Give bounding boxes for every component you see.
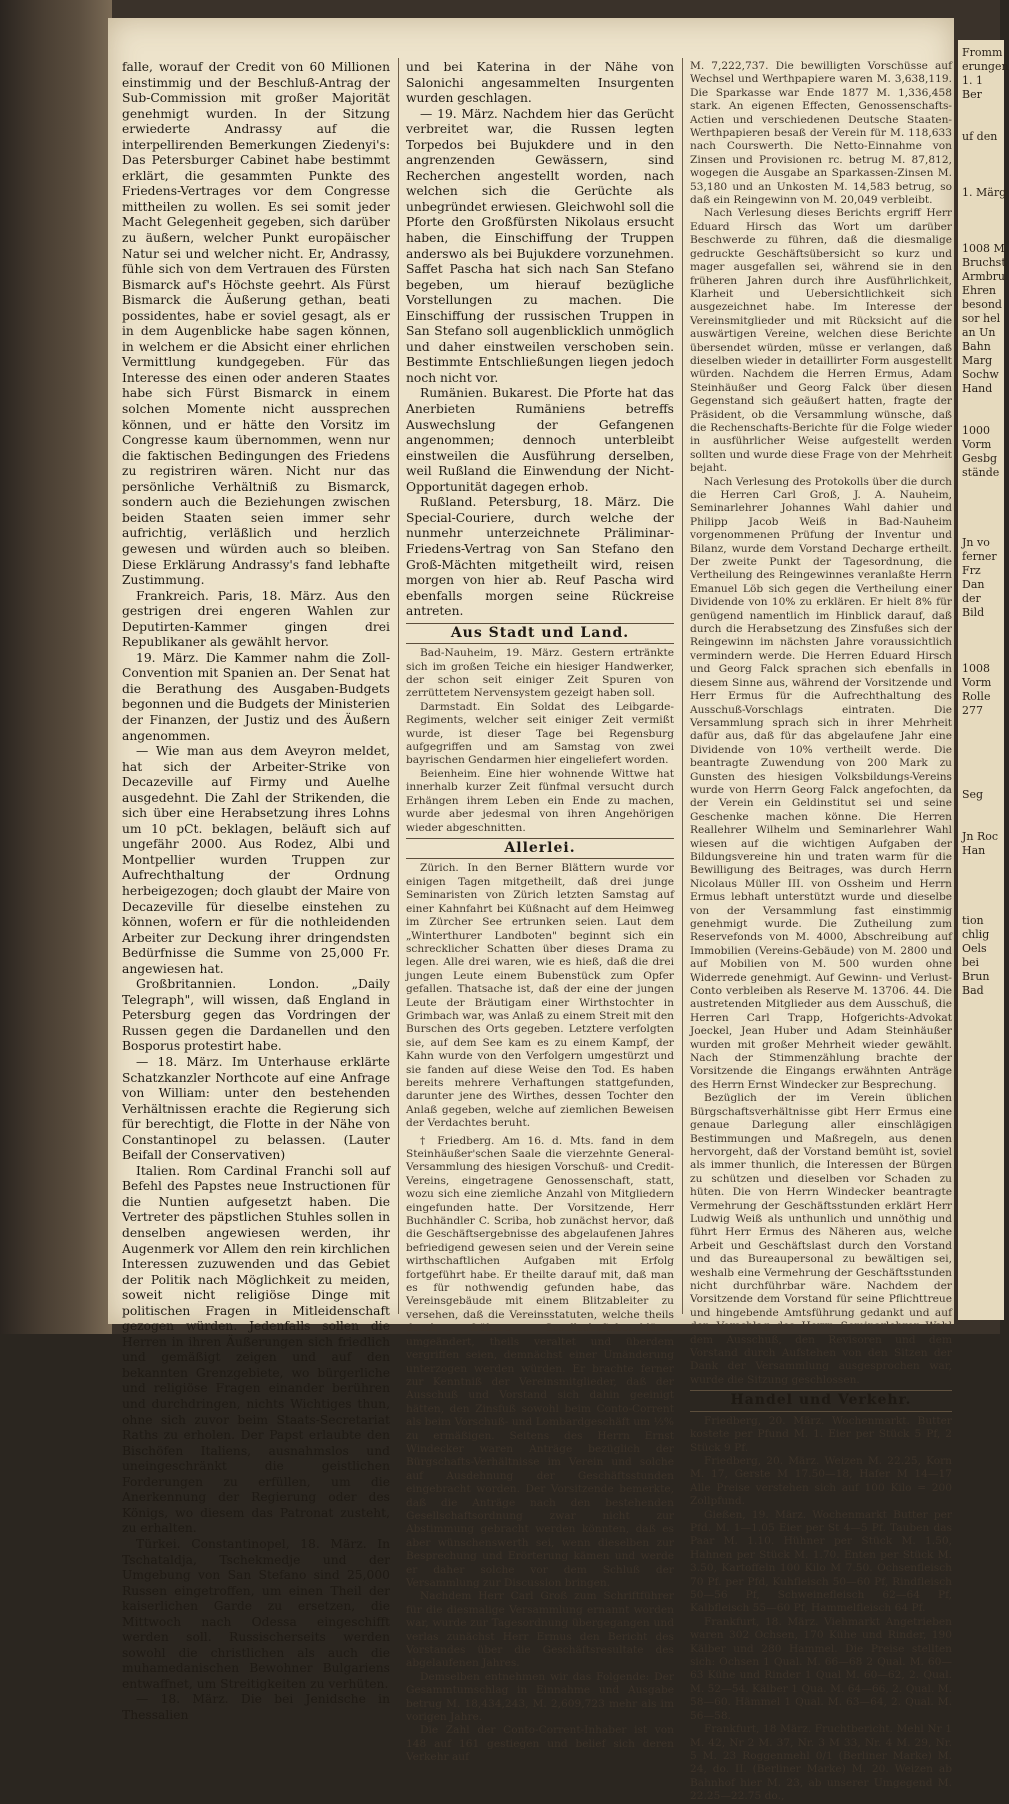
column-rule xyxy=(398,58,399,1314)
report-cont-figures: M. 7,222,737. Die bewilligten Vorschüsse auf Wechsel und Werthpapiere waren M. 3,638,119. Die Sparkasse war Ende 1877 M. 1,336,458 stark. An eigenen Effecten, Genossenschafts-Actien und verschiedenen Deutsche Staaten-Werthpapieren besaß der Verein für M. 118,633 nach Courswerth. Die Netto-Einnahme von Zinsen und Provisionen rc. betrug M. 87,812, wogegen die Ausgabe an Sparkassen-Zinsen M. 53,180 und an Unkosten M. 14,583 betrug, so daß ein Reingewinn von M. 20,049 verbleibt. xyxy=(690,60,952,207)
report-friedberg-2: Nachdem Herr Carl Groß zum Schriftführer für die diesmalige Versammlung ernannt worden war, wurde zur Tagesordnung übergegangen und verlas zunächst Herr Ermus den Bericht des Vorstandes über die Geschäftsresultate des abgelaufenen Jahres. xyxy=(406,1590,674,1670)
report-cont-hirsch: Nach Verlesung dieses Berichts ergriff Herr Eduard Hirsch das Wort um darüber Beschwerde zu führen, daß die diesmalige gedruckte Geschäftsübersicht so kurz und mager ausgefallen sei, während sie in den früheren Jahren durch ihre Ausführlichkeit, Klarheit und Uebersichtlichkeit sich ausgezeichnet habe. Im Interesse der Vereinsmitglieder und mit Rücksicht auf die auswärtigen Vereine, welchen diese Berichte übersendet würden, müsse er verlangen, daß dieselben wieder in detaillirter Form ausgestellt würden. Nachdem die Herren Ermus, Adam Steinhäußer und Georg Falck über diesen Gegenstand sich geäußert hatten, fragte der Präsident, ob die Versammlung wünsche, daß die Rechenschafts-Berichte für die Folge wieder in ausführlicher Weise aufgestellt werden sollten und wurde diese Frage von der Mehrheit bejaht. xyxy=(690,207,952,475)
book-spine xyxy=(0,0,112,1334)
column-rule xyxy=(682,58,683,1314)
local-nauheim: Bad-Nauheim, 19. März. Gestern ertränkte sich im großen Teiche ein hiesiger Handwerker, der schon seit einiger Zeit Spuren von zerrüttetem Nervensystem gezeigt haben soll. xyxy=(406,647,674,700)
article-grossbritannien: Großbritannien. London. „Daily Telegraph", will wissen, daß England in Petersburg gegen das Vordringen der Russen gegen die Dardanellen und den Bosporus protestirt habe. xyxy=(122,977,390,1054)
section-heading-local: Aus Stadt und Land. xyxy=(406,623,674,645)
report-friedberg-4: Die Zahl der Conto-Corrent-Inhaber ist von 148 auf 161 gestiegen und belief sich deren Verkehr auf xyxy=(406,1724,674,1764)
article-tuerkei-3: — 19. März. Nachdem hier das Gerücht verbreitet war, die Russen legten Torpedos bei Bujukdere und in den angrenzenden Gewässern, sind Recherchen angestellt worden, nach welchen sich die Gerüchte als unbegründet erwiesen. Gleichwohl soll die Pforte den Großfürsten Nikolaus ersucht haben, die Einschiffung der Truppen anderswo als bei Bujukdere vorzunehmen. Saffet Pascha hat sich nach San Stefano begeben, um hierauf bezügliche Vorstellungen zu machen. Die Einschiffung der russischen Truppen in San Stefano soll augenblicklich unmöglich und daher einstweilen verschoben sein. Bestimmte Entschließungen liegen jedoch noch nicht vor. xyxy=(406,106,674,385)
market-frankfurt-vieh: Frankfurt, 18. März. Viehmarkt Angetrieben waren 302 Ochsen, 170 Kühe und Rinder, 190 Kälber und 280 Hammel. Die Preise stellten sich: Ochsen 1 Qual. M. 66—68 2 Qual. M. 60—63 Kühe und Rinder 1 Qual M. 60—62, 2. Qual. M. 52—54. Kälber 1 Qua. M. 64—66, 2. Qual. M. 58—60. Hämmel 1 Qual. M. 63—64, 2. Qual. M. 56—58. xyxy=(690,1615,952,1722)
market-friedberg-2: Friedberg, 20. März. Weizen M. 22.25, Korn M. 17, Gerste M 17.50—18, Hafer M 14—17 Alle Preise verstehen sich auf 100 Kilo = 200 Zollpfund. xyxy=(690,1454,952,1508)
market-friedberg-1: Friedberg, 20. März. Wochenmarkt. Butter kostete per Pfund M. 1. Eier per Stück 5 Pf, 2 Stück 9 Pf. xyxy=(690,1414,952,1454)
article-italien: Italien. Rom Cardinal Franchi soll auf Befehl des Papstes neue Instructionen für die Nuntien aufgesetzt haben. Die Vertreter des päpstlichen Stuhles sollen in denselben angewiesen werden, ihr Augenmerk vor Allem den rein kirchlichen Interessen zuzuwenden und das Gebiet der Politik nach Möglichkeit zu meiden, soweit nicht religiöse Dinge mit politischen Fragen in Mitleidenschaft gezogen würden. Jedenfalls sollen die Herren in ihren Äußerungen sich friedlich und gemäßigt zeigen und auf den bekannten Grenzgebiete, wo bürgerliche und religiöse Fragen einander berühren und durchdringen, nichts Wichtiges thun, ohne sich zuvor beim Staats-Secretariat Raths zu erholen. Der Papst erlaubte den Bischöfen Italiens, ausnahmslos und uneingeschränkt die geistlichen Forderungen zu erfüllen, um die Anerkennung der Regierung oder des Königs, wo diesem das Patronat zusteht, zu erhalten. xyxy=(122,1163,390,1536)
article-tuerkei-2: — 18. März. Die bei Jenidsche in Thessalien xyxy=(122,1692,390,1722)
article-frankreich-3: — Wie man aus dem Aveyron meldet, hat sich der Arbeiter-Strike von Decazeville auf Firmy und Auelhe ausgedehnt. Die Zahl der Strikenden, die sich über eine Herabsetzung ihres Lohns um 10 pCt. beklagen, beläuft sich auf ungefähr 2000. Aus Rodez, Albi und Montpellier wurden Truppen zur Aufrechthaltung der Ordnung herbeigezogen; doch glaubt der Maire von Decazeville für dieselbe einstehen zu können, wofern er für die nothleidenden Arbeiter zur Deckung ihrer dringendsten Bedürfnisse die Summe von 25,000 Fr. angewiesen hat. xyxy=(122,744,390,976)
article-austria-cont: falle, worauf der Credit von 60 Millionen einstimmig und der Beschluß-Antrag der Sub-Commission mit großer Majorität genehmigt wurden. In der Sitzung erwiederte Andrassy auf die interpellirenden Bemerkungen Ziedenyi's: Das Petersburger Cabinet habe bestimmt erklärt, die gesammten Punkte des Friedens-Vertrages vor dem Congresse mittheilen zu wollen. Es sei somit jeder Macht Gelegenheit gegeben, sich darüber zu äußern, welcher Punkt europäischer Natur sei und welcher nicht. Er, Andrassy, fühle sich von dem Vertrauen des Fürsten Bismarck auf's Höchste geehrt. Als Fürst Bismarck die Äußerung gethan, beati possidentes, habe er soviel gesagt, als er in dem Augenblicke habe sagen können, in welchem er die Absicht einer ehrlichen Vermittlung kundgegeben. Für das Interesse des einen oder anderen Staates habe sich Fürst Bismarck in einem solchen Momente nicht aussprechen können, und er hätte den Vorsitz im Congresse kaum übernommen, wenn nur die faktischen Bedingungen des Friedens zu registriren wären. Nicht nur das persönliche Verhältniß zu Bismarck, sondern auch die Beziehungen zwischen beiden Staaten seien immer sehr aufrichtig, verläßlich und herzlich gewesen und würden auch so bleiben. Diese Erklärung Andrassy's fand lebhafte Zustimmung. xyxy=(122,60,390,588)
local-darmstadt: Darmstadt. Ein Soldat des Leibgarde-Regiments, welcher seit einiger Zeit vermißt wurde, ist dieser Tage bei Regensburg aufgegriffen und am Samstag von zwei bayrischen Gendarmen hier eingeliefert worden. xyxy=(406,700,674,767)
section-heading-handel: Handel und Verkehr. xyxy=(690,1390,952,1412)
neighboring-page-text: Fromm erungen 1. 1 Ber uf den 1. Märg 1008 M Bruchst Armbru Ehren besond sor hel an Un Bahn Marg Sochw Hand 1000 Vorm Gesbg stände Jn vo ferner Frz Dan der Bild 1008 Vorm Rolle 277 Seg Jn Roc Han tion chlig Oels bei Brun Bad xyxy=(962,46,1009,997)
column-3 xyxy=(690,60,952,1803)
article-frankreich-2: 19. März. Die Kammer nahm die Zoll-Convention mit Spanien an. Der Senat hat die Berathung des Ausgaben-Budgets begonnen und die Budgets der Ministerien der Finanzen, der Justiz und des Äußern angenommen. xyxy=(122,650,390,743)
report-cont-closing: Bezüglich der im Verein üblichen Bürgschaftsverhältnisse gibt Herr Ermus eine genaue Darlegung aller einschlägigen Bestimmungen und Maßregeln, aus denen hervorgeht, daß der Vorstand bemüht ist, soviel als immer thunlich, die Interessen der Bürgen zu schützen und dieselben vor Schaden zu hüten. Die von Herrn Windecker beantragte Vermehrung der Geschäftsstunden erklärt Herr Ludwig Weiß als unthunlich und unnöthig und führt Herr Ermus des Näheren aus, welche Arbeit und Geschäftslast durch den Vorstand und das Bureaupersonal zu bewältigen sei, weshalb eine Vermehrung der Geschäftsstunden nicht durchführbar wäre. Nachdem der Vorsitzende dem Vorstand für seine Pflichttreue und hingebende Amtsführung gedankt und auf den Vorschlag des Herrn Seminarlehrer Wahl dem Ausschuß, den Revisoren und dem Vorstand durch Aufstehen von den Sitzen der Dank der Versammlung ausgesprochen war, wurde die Sitzung geschlossen. xyxy=(690,1092,952,1386)
report-friedberg: † Friedberg. Am 16. d. Mts. fand in dem Steinhäußer'schen Saale die vierzehnte General-Versammlung des hiesigen Vorschuß- und Credit-Vereins, eingetragene Genossenschaft, statt, wozu sich eine ziemliche Anzahl von Mitgliedern eingefunden hatte. Der Vorsitzende, Herr Buchhändler C. Scriba, hob zunächst hervor, daß die Geschäftsergebnisse des abgelaufenen Jahres befriedigend gewesen seien und der Verein seine wirthschaftlichen Aufgaben mit Erfolg fortgeführt habe. Er theilte darauf mit, daß man es für nothwendig gefunden habe, das Vereinsgebäude mit einem Blitzableiter zu versehen, daß die Vereinsstatuten, welche theils durch frühere Gesellschaftsbeschlüsse umgeändert, theils veraltet und überdem vergriffen seien, demnächst einer Umänderung unterzogen werden würden. Er brachte ferner zur Kenntniß der Vereinsmitglieder, daß der Ausschuß und Vorstand sich dahin geeinigt hätten, den Zinsfuß sowohl beim Conto-Corrent als beim Vorschuß- und Lombardgeschäft um ½% zu ermäßigen. Seitens des Herrn Ernst Windecker waren Anträge bezüglich der Bürgschafts-Verhältnisse im Verein und solche auf Ausdehnung der Geschäftsstunden eingebracht worden. Der Vorsitzende bemerkte, daß die Anträge nach den bestehenden Gesellschaftsordnung zwar nicht zur Abstimmung gebracht werden könnten, daß es aber wünschenswerth sei, wenn dieselben zur Besprechung und Erörterung kämen und werde er daher solche vor dem Schluß der Versammlung zur Discussion bringen. xyxy=(406,1134,674,1589)
article-russland: Rußland. Petersburg, 18. März. Die Special-Couriere, durch welche der nunmehr unterzeichnete Präliminar-Friedens-Vertrag von San Stefano den Groß-Mächten mitgetheilt wird, reisen morgen von hier ab. Reuf Pascha wird ebenfalls morgen seine Rückreise antreten. xyxy=(406,495,674,619)
article-tuerkei-cont: und bei Katerina in der Nähe von Salonichi angesammelten Insurgenten wurden geschlagen. xyxy=(406,60,674,106)
article-tuerkei: Türkei. Constantinopel, 18. März. In Tschataldja, Tschekmedje und der Umgebung von San Stefano sind 25,000 Russen eingetroffen, um einen Theil der kaiserlichen Garde zu ersetzen, die Mittwoch nach Odessa eingeschifft werden soll. Russischerseits werden sowohl die christlichen als auch die muhamedanischen Bewohner Bulgariens entwaffnet, um Streitigkeiten zu verhüten. xyxy=(122,1536,390,1691)
market-frankfurt-frucht: Frankfurt, 18 März. Fruchtbericht. Mehl Nr 1 M. 42, Nr 2 M. 37, Nr. 3 M 33, Nr. 4 M. 29, Nr. 5 M. 23 Roggenmehl 0/1 (Berliner Marke) M. 24, do. II. (Berliner Marke) M. 20. Weizen ab Bahnhof hier M. 23, ab unserer Umgegend M. 22.25—22.75 do., xyxy=(690,1723,952,1803)
column-1 xyxy=(122,60,390,1722)
article-rumaenien: Rumänien. Bukarest. Die Pforte hat das Anerbieten Rumäniens betreffs Auswechslung der Gefangenen angenommen; dennoch unterbleibt einstweilen die Ausführung derselben, weil Rußland die Einwendung der Nicht-Opportunität dagegen erhob. xyxy=(406,386,674,494)
report-friedberg-3: Demselben entnehmen wir das Folgende: Der Gesammtumschlag in Einnahme und Ausgabe betrug M. 18,434,243, M. 2,609,723 mehr als im vorigen Jahre. xyxy=(406,1670,674,1724)
market-giessen: Gießen, 19. März. Wochenmarkt Butter per Pfd. M. 1—1.05 Eier per St 4—5 Pf. Tauben das Paar M. 1.10. Hühner per Stück M. 1.50, Hahnen per Stück M. 1.70. Enten per Stück M. 3.50, Kartoffeln 100 Kilo M 7.50. Ochsenfleisch 70 Pf. per Pfd, Kuhfleisch 50—60 Pf, Rindfleisch 50—56 Pf, Schweinefleisch 62—64 Pf, Kalbfleisch 55—60 Pf, Hammelfleisch 64 Pf. xyxy=(690,1508,952,1615)
article-frankreich: Frankreich. Paris, 18. März. Aus den gestrigen drei engeren Wahlen zur Deputirten-Kammer gingen drei Republikaner als gewählt hervor. xyxy=(122,588,390,650)
column-2 xyxy=(406,60,674,1764)
local-beienheim: Beienheim. Eine hier wohnende Wittwe hat innerhalb kurzer Zeit fünfmal versucht durch Erhängen ihrem Leben ein Ende zu machen, wurde aber jedesmal von ihren Angehörigen wieder abgeschnitten. xyxy=(406,767,674,834)
newspaper-page xyxy=(108,18,954,1803)
report-cont-protocol: Nach Verlesung des Protokolls über die durch die Herren Carl Groß, J. A. Nauheim, Seminarlehrer Johannes Wahl dahier und Philipp Jacob Weiß in Bad-Nauheim vorgenommenen Prüfung der Inventur und Bilanz, wurde dem Vorstand Decharge ertheilt. Der zweite Punkt der Tagesordnung, die Vertheilung des Reingewinnes veranlaßte Herrn Emanuel Löb sich gegen die Vertheilung einer Dividende von 10% zu erklären. Er hielt 8% für genügend namentlich im Hinblick darauf, daß durch die Herabsetzung des Zinsfußes sich der Reingewinn im nächsten Jahre voraussichtlich vermindern werde. Die Herren Eduard Hirsch und Georg Falck sprachen sich ebenfalls in diesem Sinne aus, während der Vorsitzende und Herr Ermus für die Aufrechthaltung des Ausschuß-Vorschlags eintraten. Die Versammlung sprach sich in ihrer Mehrheit dafür aus, daß für das abgelaufene Jahr eine Dividende von 10% vertheilt werde. Die beantragte Zuwendung von 200 Mark zu Gunsten des hiesigen Volksbildungs-Vereins wurde von Herrn Georg Falck angefochten, da der Verein ein Geldinstitut sei und seine Geschenke machen könne. Die Herren Reallehrer Wilhelm und Seminarlehrer Wahl wiesen auf die wichtigen Aufgaben der Bildungsvereine hin und traten warm für die Bewilligung des Beitrages, was durch Herrn Nicolaus Müller III. von Ossheim und Herrn Ermus lebhaft unterstützt wurde und dieselbe von der Versammlung fast einstimmig genehmigt wurde. Die Zutheilung zum Reservefonds von M. 4000, Abschreibung auf Immobilien (Vereins-Gebäude) von M. 2800 und auf Mobilien von M. 500 wurden ohne Widerrede genehmigt. Auf Gewinn- und Verlust-Conto verbleiben als Reserve M. 13706. 44. Die austretenden Mitglieder aus dem Ausschuß, die Herren Carl Trapp, Hofgerichts-Advokat Joeckel, Jean Huber und Adam Steinhäußer wurden mit großer Mehrheit wieder gewählt. Nach der Stimmenzählung brachte der Vorsitzende die Eingangs erwähnten Anträge des Herrn Ernst Windecker zur Besprechung. xyxy=(690,475,952,1091)
article-grossbritannien-2: — 18. März. Im Unterhause erklärte Schatzkanzler Northcote auf eine Anfrage von William: unter den bestehenden Verhältnissen erachte die Regierung sich für berechtigt, die Flotte in der Nähe von Constantinopel zu belassen. (Lauter Beifall der Conservativen) xyxy=(122,1055,390,1163)
allerlei-zuerich: Zürich. In den Berner Blättern wurde vor einigen Tagen mitgetheilt, daß drei junge Seminaristen von Zürich letzten Samstag auf einer Kahnfahrt bei Küßnacht auf dem Heimweg im Zürcher See ertrunken seien. Laut dem „Winterthurer Landboten" beginnt sich ein schrecklicher Schatten über dieses Drama zu legen. Alle drei waren, wie es hieß, daß die drei jungen Leute einem Bubenstück zum Opfer gefallen. Thatsache ist, daß der eine der jungen Leute der Bräutigam einer Wirthstochter in Grimbach war, was Anlaß zu einem Streit mit den Burschen des Orts gegeben. Letztere verfolgten sie, auf dem See kam es zu einem Kampf, der Kahn wurde von den Verfolgern umgestürzt und sie fanden auf diese Weise den Tod. Es haben bereits mehrere Verhaftungen stattgefunden, darunter jene des Wirthes, dessen Tochter den Anlaß gegeben, welche auf ziemlichen Beweisen der Verdachtes beruht. xyxy=(406,862,674,1130)
neighboring-page-edge xyxy=(954,40,1009,1320)
section-heading-allerlei: Allerlei. xyxy=(406,838,674,860)
